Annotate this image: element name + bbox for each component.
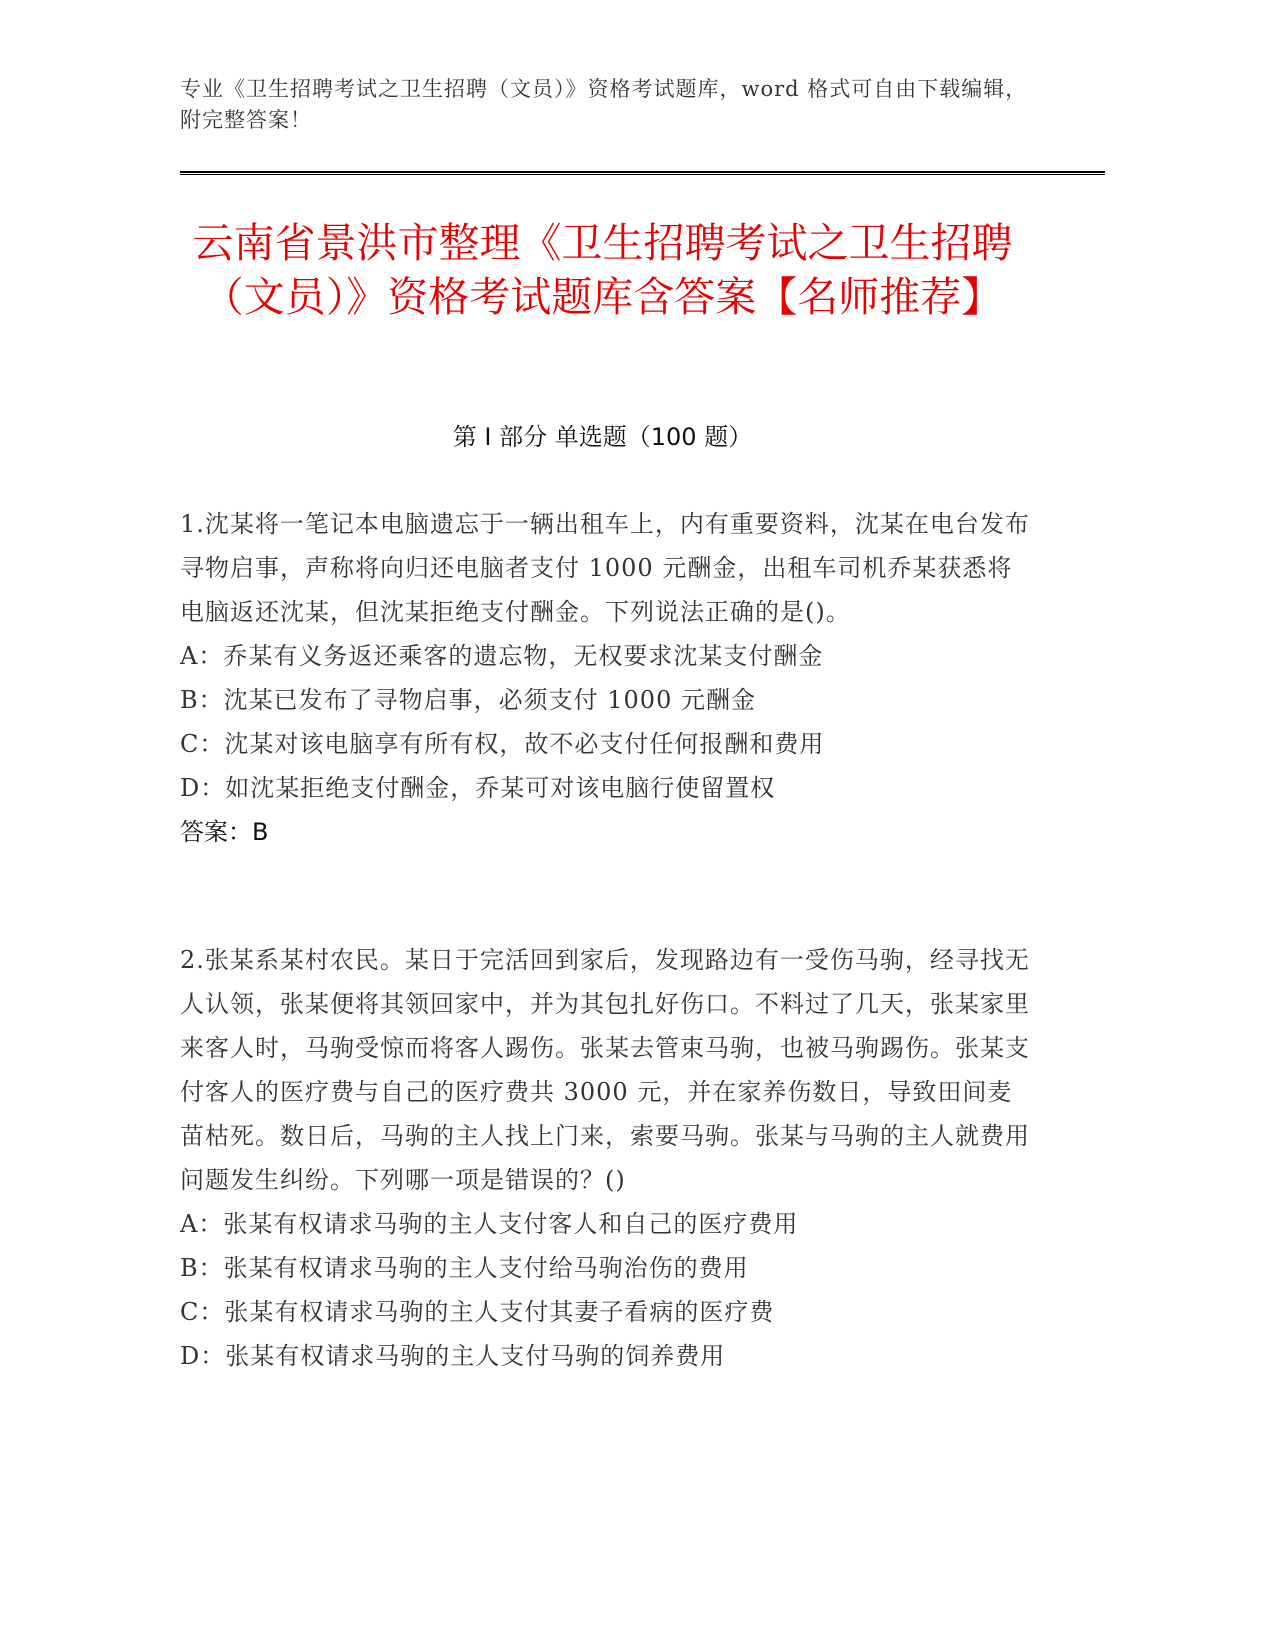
option-a: A：张某有权请求马驹的主人支付客人和自己的医疗费用 xyxy=(180,1210,799,1238)
question-2 xyxy=(180,938,1030,1378)
option-d: D：如沈某拒绝支付酬金，乔某可对该电脑行使留置权 xyxy=(180,774,776,802)
section-title: 第 I 部分 单选题（100 题） xyxy=(452,423,753,451)
header-divider xyxy=(180,171,1105,175)
option-c: C：张某有权请求马驹的主人支付其妻子看病的医疗费 xyxy=(180,1298,775,1326)
option-b: B：沈某已发布了寻物启事，必须支付 1000 元酬金 xyxy=(180,686,756,714)
option-a: A：乔某有义务返还乘客的遗忘物，无权要求沈某支付酬金 xyxy=(180,642,824,670)
option-c: C：沈某对该电脑享有所有权，故不必支付任何报酬和费用 xyxy=(180,730,825,758)
answer: 答案：B xyxy=(180,818,269,846)
document-title: 云南省景洪市整理《卫生招聘考试之卫生招聘（文员）》资格考试题库含答案【名师推荐】 xyxy=(192,219,1013,321)
header-note: 专业《卫生招聘考试之卫生招聘（文员）》资格考试题库，word 格式可自由下载编辑，附完整答案！ xyxy=(180,77,1028,132)
option-d: D：张某有权请求马驹的主人支付马驹的饲养费用 xyxy=(180,1342,726,1370)
option-b: B：张某有权请求马驹的主人支付给马驹治伤的费用 xyxy=(180,1254,749,1282)
question-1 xyxy=(180,502,1030,854)
question-stem: 1.沈某将一笔记本电脑遗忘于一辆出租车上，内有重要资料，沈某在电台发布寻物启事，声称将向归还电脑者支付 1000 元酬金，出租车司机乔某获悉将电脑返还沈某，但沈某拒绝支付酬金。下列说法正确的是()。 xyxy=(180,510,1030,626)
question-stem: 2.张某系某村农民。某日于完活回到家后，发现路边有一受伤马驹，经寻找无人认领，张某便将其领回家中，并为其包扎好伤口。不料过了几天，张某家里来客人时，马驹受惊而将客人踢伤。张某去管束马驹，也被马驹踢伤。张某支付客人的医疗费与自己的医疗费共 3000 元，并在家养伤数日，导致田间麦苗枯死。数日后，马驹的主人找上门来，索要马驹。张某与马驹的主人就费用问题发生纠纷。下列哪一项是错误的？() xyxy=(180,946,1030,1194)
